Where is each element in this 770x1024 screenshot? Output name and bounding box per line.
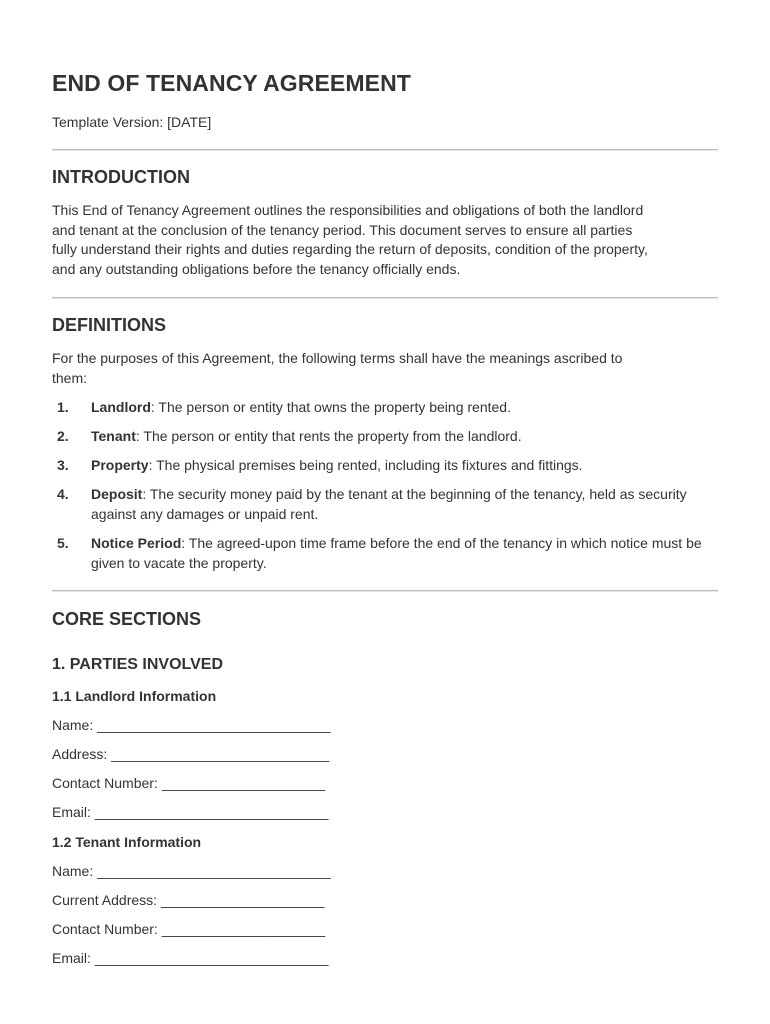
definition-text: : The agreed-upon time frame before the end of the tenancy in which notice must be given to vacate the property.: [91, 535, 702, 571]
definition-body: [91, 427, 716, 447]
tenant-information-heading: 1.2 Tenant Information: [52, 834, 202, 850]
definition-term: Landlord: [91, 399, 151, 415]
introduction-line: This End of Tenancy Agreement outlines the responsibilities and obligations of both the landlord: [52, 202, 644, 218]
definition-body: [91, 534, 716, 573]
definition-number: 1.: [57, 399, 69, 415]
tenant-current-address-field[interactable]: Current Address: _____________________: [52, 892, 325, 908]
definitions-intro-line: them:: [52, 369, 88, 386]
tenant-contact-number-field[interactable]: Contact Number: _____________________: [52, 921, 326, 937]
definition-text: : The security money paid by the tenant at the beginning of the tenancy, held as security against any damages or unpaid rent.: [91, 486, 687, 522]
definitions-intro: [52, 349, 718, 388]
divider: [52, 590, 718, 592]
document-title: END OF TENANCY AGREEMENT: [52, 70, 411, 96]
tenant-email-field[interactable]: Email: ______________________________: [52, 950, 329, 966]
parties-involved-heading: 1. PARTIES INVOLVED: [52, 656, 223, 673]
definition-text: : The person or entity that owns the property being rented.: [150, 399, 511, 415]
introduction-heading: INTRODUCTION: [52, 167, 190, 187]
tenant-name-field[interactable]: Name: ______________________________: [52, 863, 331, 879]
definition-term: Notice Period: [91, 535, 182, 551]
definitions-heading: DEFINITIONS: [52, 315, 167, 335]
definitions-intro-line: For the purposes of this Agreement, the following terms shall have the meanings ascribed to: [52, 350, 623, 366]
introduction-paragraph: [52, 201, 718, 279]
definition-body: [91, 398, 716, 418]
introduction-line: fully understand their rights and duties regarding the return of deposits, condition of the property,: [52, 241, 648, 258]
landlord-name-field[interactable]: Name: ______________________________: [52, 717, 331, 733]
definition-term: Deposit: [91, 486, 143, 502]
landlord-email-field[interactable]: Email: ______________________________: [52, 804, 329, 820]
definition-number: 4.: [57, 486, 69, 502]
definition-number: 5.: [57, 535, 69, 551]
introduction-line: and tenant at the conclusion of the tenancy period. This document serves to ensure all parties: [52, 221, 633, 238]
template-version: Template Version: [DATE]: [52, 114, 212, 130]
divider: [52, 297, 718, 299]
definition-number: 2.: [57, 428, 69, 444]
introduction-line: and any outstanding obligations before the tenancy officially ends.: [52, 260, 461, 277]
landlord-address-field[interactable]: Address: ____________________________: [52, 746, 330, 762]
definition-body: [91, 485, 716, 524]
definition-number: 3.: [57, 457, 69, 473]
landlord-contact-number-field[interactable]: Contact Number: _____________________: [52, 775, 326, 791]
definition-body: [91, 456, 716, 476]
landlord-information-heading: 1.1 Landlord Information: [52, 688, 217, 704]
core-sections-heading: CORE SECTIONS: [52, 609, 202, 629]
definition-text: : The physical premises being rented, including its fixtures and fittings.: [148, 457, 583, 473]
divider: [52, 149, 718, 151]
definition-term: Tenant: [91, 428, 136, 444]
definition-text: : The person or entity that rents the property from the landlord.: [135, 428, 522, 444]
definition-term: Property: [91, 457, 149, 473]
